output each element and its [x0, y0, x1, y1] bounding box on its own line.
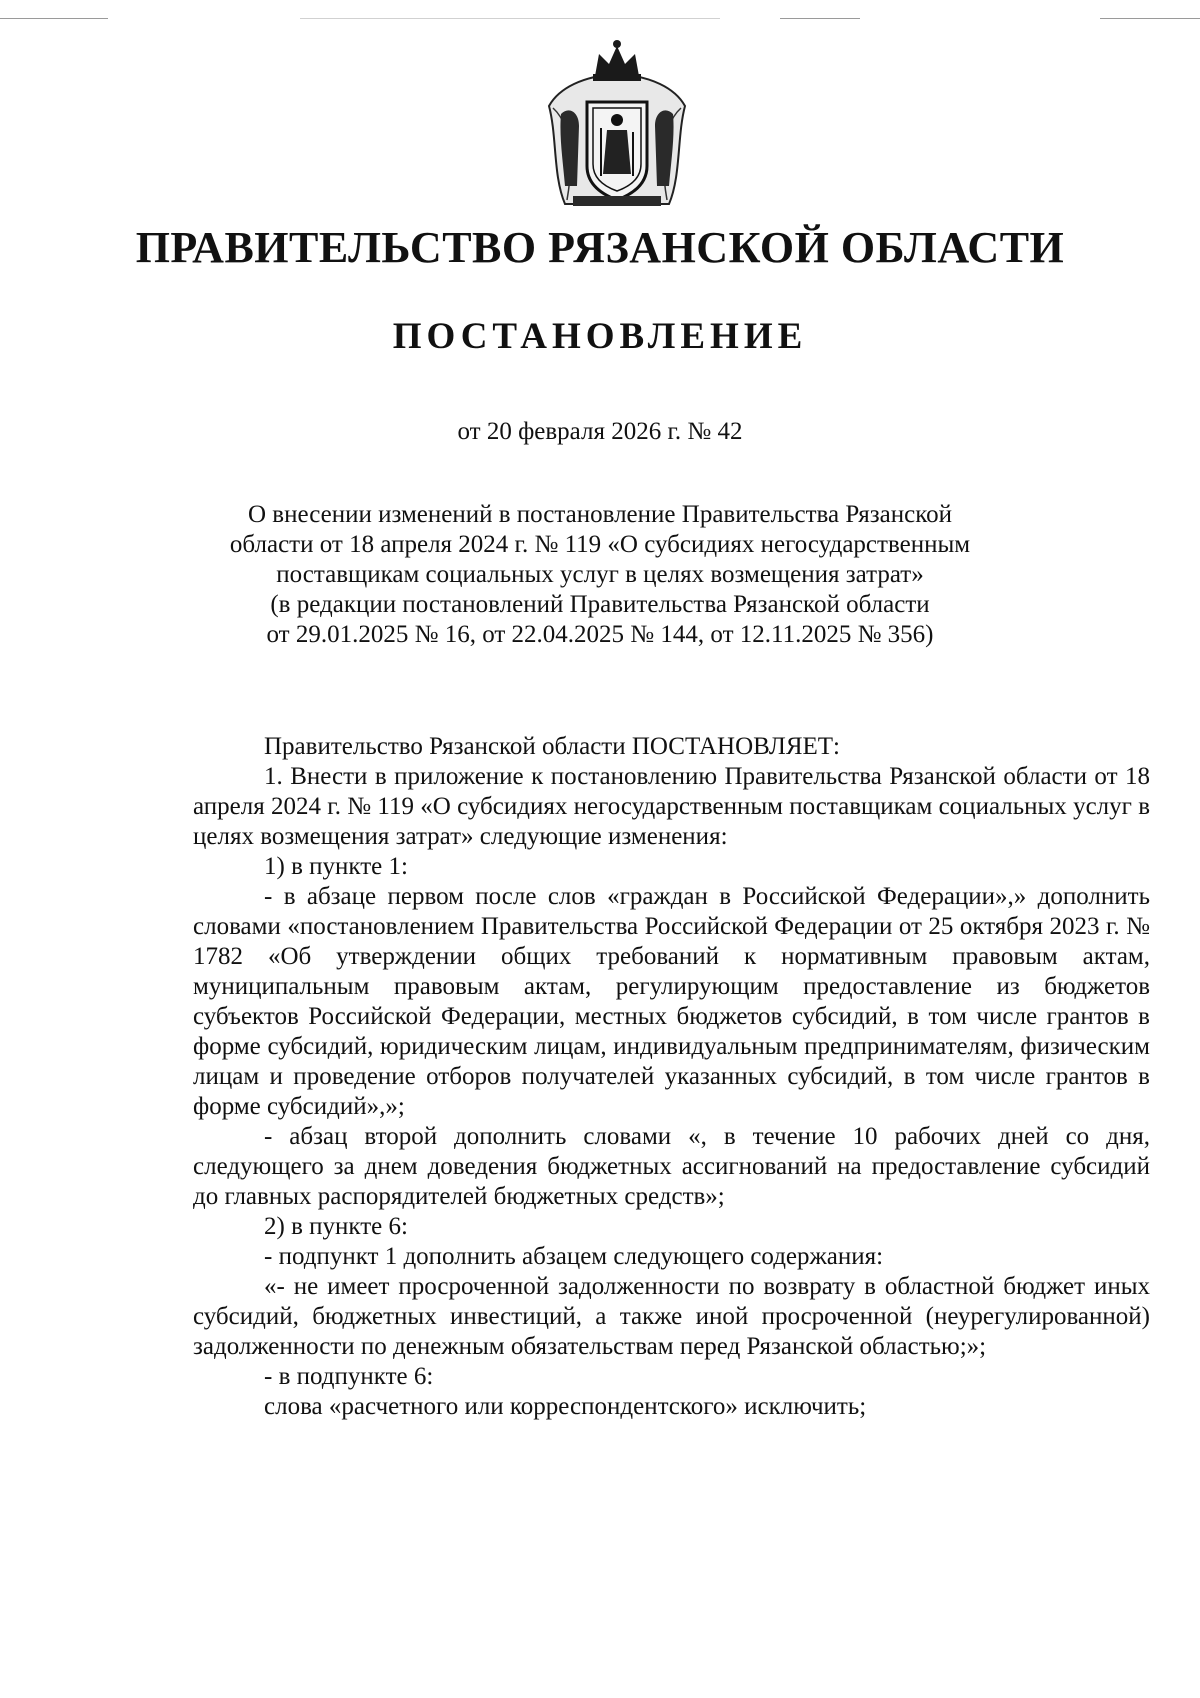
- document-date-number: от 20 февраля 2026 г. № 42: [457, 418, 743, 445]
- body-paragraph: «- не имеет просроченной задолженности по возврату в областной бюджет иных субсидий, бюджетных инвестиций, а также иной просроченной (неурегулированной) задолженности по денежным обязательствам перед Рязанской областью;»;: [193, 1273, 1150, 1360]
- body-paragraph: - в абзаце первом после слов «граждан в Российской Федерации»,» дополнить словами «постановлением Правительства Российской Федерации от 25 октября 2023 г. № 1782 «Об утверждении общих требований к нормативным правовым актам, муниципальным правовым актам, регулирующим предоставление из бюджетов субъектов Российской Федерации, местных бюджетов субсидий, в том числе грантов в форме субсидий, юридическим лицам, индивидуальным предпринимателям, физическим лицам и проведение отборов получателей указанных субсидий, в том числе грантов в форме субсидий»,»;: [193, 883, 1150, 1120]
- document-body: [193, 732, 1150, 1422]
- document-subject: [200, 500, 1000, 650]
- subject-line: от 29.01.2025 № 16, от 22.04.2025 № 144, от 12.11.2025 № 356): [266, 621, 934, 648]
- body-paragraph: 2) в пункте 6:: [264, 1213, 408, 1240]
- ryazan-coat-of-arms-icon: [543, 36, 691, 212]
- scan-artifact-line: [780, 18, 860, 19]
- subject-line: области от 18 апреля 2024 г. № 119 «О субсидиях негосударственным: [229, 531, 971, 558]
- document-type-title: ПОСТАНОВЛЕНИЕ: [392, 316, 808, 357]
- body-paragraph: - в подпункте 6:: [264, 1363, 434, 1390]
- subject-line: (в редакции постановлений Правительства Рязанской области: [270, 591, 930, 618]
- body-paragraph: - абзац второй дополнить словами «, в течение 10 рабочих дней со дня, следующего за днем доведения бюджетных ассигнований на предоставление субсидий до главных распорядителей бюджетных средств»;: [193, 1123, 1150, 1210]
- body-paragraph: 1. Внести в приложение к постановлению Правительства Рязанской области от 18 апреля 2024 г. № 119 «О субсидиях негосударственным поставщикам социальных услуг в целях возмещения затрат» следующие изменения:: [193, 763, 1150, 850]
- scan-artifact-line: [1100, 18, 1200, 19]
- subject-line: О внесении изменений в постановление Правительства Рязанской: [247, 501, 952, 528]
- scan-artifact-line: [300, 18, 720, 19]
- body-paragraph: Правительство Рязанской области ПОСТАНОВЛЯЕТ:: [264, 733, 840, 760]
- subject-line: поставщикам социальных услуг в целях возмещения затрат»: [276, 561, 924, 588]
- government-title: ПРАВИТЕЛЬСТВО РЯЗАНСКОЙ ОБЛАСТИ: [135, 223, 1065, 272]
- scan-artifact-line: [0, 18, 108, 19]
- body-paragraph: 1) в пункте 1:: [264, 853, 408, 880]
- body-paragraph: - подпункт 1 дополнить абзацем следующего содержания:: [264, 1243, 884, 1270]
- body-paragraph: слова «расчетного или корреспондентского» исключить;: [264, 1393, 867, 1420]
